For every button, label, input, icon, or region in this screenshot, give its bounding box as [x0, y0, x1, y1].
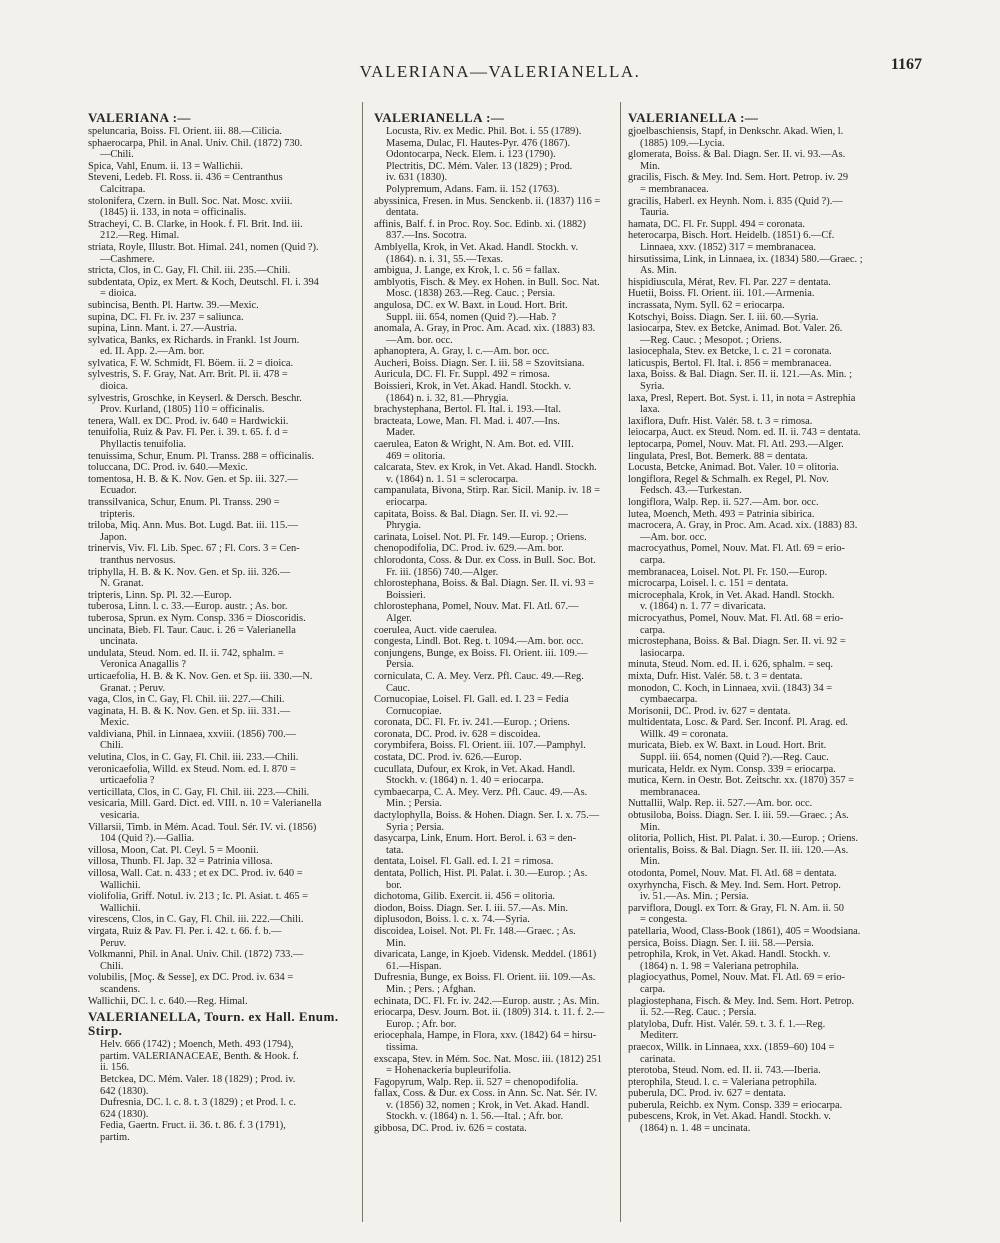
index-entry-line: Mediterr. [640, 1030, 679, 1042]
index-entry-line: dioica. [100, 381, 128, 393]
index-entry-line: v. (1864) n. 1. 77 = divaricata. [640, 601, 766, 613]
index-entry-line: microstephana, Boiss. & Bal. Diagn. Ser. II. vi. 92 = [628, 636, 846, 648]
index-entry-line: = Hohenackeria bupleurifolia. [386, 1065, 512, 1077]
index-entry-line: cucullata, Dufour, ex Krok, in Vet. Akad. Handl. [374, 763, 576, 775]
index-entry-line: bor. [386, 879, 402, 891]
index-entry-line: Linnaea, xxv. (1852) 317 = membranacea. [640, 241, 816, 253]
index-entry-line: tissima. [386, 1041, 419, 1053]
index-entry-line: campanulata, Bivona, Stirp. Rar. Sicil. Manip. iv. 18 = [374, 485, 600, 497]
index-entry-line: leiocarpa, Auct. ex Steud. Nom. ed. II. ii. 743 = dentata. [628, 427, 861, 439]
index-entry-line: mutica, Kern. in Oestr. Bot. Zeitschr. xx. (1870) 357 = [628, 775, 855, 787]
index-entry-line: obtusiloba, Boiss. Diagn. Ser. I. iii. 59.—Graec. ; As. [628, 810, 849, 822]
index-entry-line: otodonta, Pomel, Nouv. Mat. Fl. Atl. 68 = dentata. [628, 868, 837, 879]
index-entry-line: 61.—Hispan. [386, 960, 442, 972]
index-entry-line: Amblyella, Krok, in Vet. Akad. Handl. Stockh. v. [374, 241, 579, 253]
index-entry-line: Boissieri, Krok, in Vet. Akad. Handl. Stockh. v. [374, 381, 572, 393]
index-entry-line: ii. 52.—Reg. Cauc. ; Persia. [640, 1007, 757, 1019]
index-entry-line: Wallichii, DC. l. c. 640.—Reg. Himal. [88, 995, 248, 1007]
index-entry-line: eriocephala, Hampe, in Flora, xxv. (1842) 64 = hirsu- [374, 1030, 597, 1042]
index-entry-line: brachystephana, Bertol. Fl. Ital. i. 193.—Ital. [374, 404, 561, 416]
index-entry-line: Wallichii. [100, 902, 141, 914]
index-entry-line: Min. ; Persia. [386, 798, 442, 810]
index-entry-line: N. Granat. [100, 578, 144, 590]
index-entry-line: platyloba, Dufr. Hist. Valér. 59. t. 3. f. 1.—Reg. [628, 1018, 826, 1030]
index-entry-line: tripteris, Linn. Sp. Pl. 32.—Europ. [88, 589, 232, 601]
index-entry-line: scandens. [100, 983, 141, 995]
index-entry-line: 642 (1830). [100, 1085, 149, 1097]
index-entry-line: chlorostephana, Pomel, Nouv. Mat. Fl. Atl. 67.— [374, 601, 579, 613]
index-entry-line: iv. 51.—As. Min. ; Persia. [640, 891, 749, 903]
index-entry-line: conjungens, Bunge, ex Boiss. Fl. Orient. iii. 109.— [374, 647, 588, 659]
index-entry-line: Plectritis, DC. Mém. Valer. 13 (1829) ; Prod. [386, 160, 573, 172]
index-entry-line: Cornucopiae, Loisel. Fl. Gall. ed. I. 23 = Fedia [374, 694, 569, 706]
index-entry-line: vaga, Clos, in C. Gay, Fl. Chil. iii. 227.—Chili. [88, 694, 285, 706]
index-entry-line: —Cashmere. [100, 253, 155, 265]
index-entry-line: sylvestris, Groschke, in Keyserl. & Dersch. Beschr. [88, 392, 302, 404]
index-entry-line: affinis, Balf. f. in Proc. Roy. Soc. Edinb. xi. (1882) [374, 218, 586, 230]
index-entry-line: dentata, Loisel. Fl. Gall. ed. I. 21 = rimosa. [374, 856, 554, 868]
genus-heading: VALERIANELLA :— [374, 110, 505, 125]
index-entry-line: congesta, Lindl. Bot. Reg. t. 1094.—Am. bor. occ. [374, 636, 584, 648]
index-entry-line: villosa, Wall. Cat. n. 433 ; et ex DC. Prod. iv. 640 = [88, 868, 303, 879]
index-entry-line: As. Min. [640, 265, 677, 277]
index-entry-line: carpa. [640, 624, 666, 636]
index-entry-line: partim. [100, 1131, 130, 1143]
index-entry-line: carpa. [640, 554, 666, 566]
index-entry-line: = congesta. [640, 914, 688, 926]
index-entry-line: Veronica Anagallis ? [100, 659, 186, 671]
index-entry-line: villosa, Moon, Cat. Pl. Ceyl. 5 = Moonii. [88, 844, 259, 856]
index-entry-line: Ecuador. [100, 485, 137, 497]
index-entry-line: angulosa, DC. ex W. Baxt. in Loud. Hort. Brit. [374, 299, 568, 311]
index-entry-line: carpa. [640, 983, 666, 995]
index-entry-line: gracilis, Fisch. & Mey. Ind. Sem. Hort. Petrop. iv. 29 [628, 172, 849, 184]
index-entry-line: striata, Royle, Illustr. Bot. Himal. 241, nomen (Quid ?). [88, 241, 319, 253]
index-entry-line: tuberosa, Sprun. ex Nym. Consp. 336 = Dioscoridis. [88, 612, 306, 624]
index-entry-line: tomentosa, H. B. & K. Nov. Gen. et Sp. iii. 327.— [88, 473, 298, 485]
index-entry-line: Masema, Dulac, Fl. Hautes-Pyr. 476 (1867). [386, 137, 571, 149]
index-entry-line: laxiflora, Dufr. Hist. Valér. 58. t. 3 = rimosa. [628, 415, 813, 427]
index-entry-line: ambigua, J. Lange, ex Krok, l. c. 56 = fallax. [374, 265, 560, 277]
index-entry-line: Villarsii, Timb. in Mém. Acad. Toul. Sér. IV. vi. (1856) [88, 821, 317, 833]
index-entry-line: hamata, DC. Fl. Fr. Suppl. 494 = coronata. [628, 218, 806, 230]
index-entry-line: pterophila, Steud. l. c. = Valeriana petrophila. [628, 1076, 817, 1088]
index-entry-line: divaricata, Lange, in Kjoeb. Vidensk. Meddel. (1861) [374, 949, 597, 961]
index-entry-line: aphanoptera, A. Gray, l. c.—Am. bor. occ. [374, 346, 550, 358]
index-entry-line: Calcitrapa. [100, 183, 146, 195]
index-entry-line: orientalis, Boiss. & Bal. Diagn. Ser. II. iii. 120.—As. [628, 844, 849, 856]
index-entry-line: Mexic. [100, 717, 130, 729]
index-entry-line: Fagopyrum, Walp. Rep. ii. 527 = chenopodifolia. [374, 1076, 579, 1088]
index-entry-line: Suppl. iii. 654, nomen (Quid ?).—Reg. Cauc. [640, 752, 829, 764]
index-entry-line: Volkmanni, Phil. in Anal. Univ. Chil. (1872) 733.— [88, 949, 304, 961]
index-entry-line: Steveni, Ledeb. Fl. Ross. ii. 436 = Centranthus [88, 172, 283, 184]
index-entry-line: Phrygia. [386, 520, 421, 532]
index-entry-line: 624 (1830). [100, 1108, 149, 1120]
index-entry-line: velutina, Clos, in C. Gay, Fl. Chil. iii. 233.—Chili. [88, 752, 299, 764]
index-entry-line: Boissieri. [386, 589, 426, 601]
index-entry-line: Wallichii. [100, 879, 141, 891]
index-entry-line: villosa, Thunb. Fl. Jap. 32 = Patrinia villosa. [88, 856, 273, 868]
index-entry-line: sylvatica, F. W. Schmidt, Fl. Böem. ii. 2 = dioica. [88, 357, 294, 369]
index-entry-line: hispidiuscula, Mérat, Rev. Fl. Par. 227 = dentata. [628, 276, 831, 288]
index-entry-line: cymbaecarpa, C. A. Mey. Verz. Pfl. Cauc. 49.—As. [374, 786, 588, 798]
index-entry-line: longiflora, Walp. Rep. ii. 527.—Am. bor. occ. [628, 497, 819, 508]
index-entry-line: macrocyathus, Pomel, Nouv. Mat. Fl. Atl. 69 = erio- [628, 543, 846, 555]
index-entry-line: Stockh. v. (1864) n. 1. 40 = eriocarpa. [386, 775, 544, 787]
index-entry-line: Fedsch. 43.—Turkestan. [640, 485, 742, 497]
index-entry-line: mixta, Dufr. Hist. Valér. 58. t. 3 = dentata. [628, 670, 803, 682]
index-entry-line: Europ. ; Afr. bor. [386, 1018, 457, 1030]
index-entry-line: virgata, Ruiz & Pav. Fl. Per. i. 42. t. 66. f. b.— [88, 925, 282, 937]
running-title: VALERIANA—VALERIANELLA. [359, 62, 641, 81]
column-divider [362, 102, 363, 1222]
index-entry-line: Willk. 49 = coronata. [640, 728, 729, 740]
index-entry-line: amblyotis, Fisch. & Mey. ex Hohen. in Bull. Soc. Nat. [374, 276, 600, 288]
index-entry-line: lutea, Moench, Meth. 493 = Patrinia sibirica. [628, 508, 815, 520]
index-entry-line: heterocarpa, Bisch. Hort. Heidelb. (1851) 6.—Cf. [628, 230, 835, 242]
index-entry-line: Min. [386, 937, 406, 949]
index-entry-line: sphaerocarpa, Phil. in Anal. Univ. Chil. (1872) 730. [88, 137, 303, 149]
index-entry-line: Chili. [100, 740, 124, 752]
index-entry-line: lasiocarpa, Stev. ex Betcke, Animad. Bot. Valer. 26. [628, 323, 843, 335]
index-entry-line: gracilis, Haberl. ex Heynh. Nom. i. 835 (Quid ?).— [628, 195, 843, 207]
index-entry-line: dentata, Pollich, Hist. Pl. Palat. i. 30.—Europ. ; As. [374, 868, 588, 879]
index-entry-line: (1845) ii. 133, in nota = officinalis. [100, 207, 247, 219]
index-entry-line: —Reg. Cauc. ; Mesopot. ; Oriens. [640, 334, 782, 346]
index-entry-line: puberula, DC. Prod. iv. 627 = dentata. [628, 1088, 786, 1100]
index-entry-line: diodon, Boiss. Diagn. Ser. I. iii. 57.—As. Min. [374, 902, 568, 914]
index-entry-line: tenuissima, Schur, Enum. Pl. Transs. 288 = officinalis. [88, 450, 315, 462]
index-entry-line: incrassata, Nym. Syll. 62 = eriocarpa. [628, 299, 785, 311]
index-entry-line: macrocera, A. Gray, in Proc. Am. Acad. xix. (1883) 83. [628, 520, 858, 532]
index-entry-line: exscapa, Stev. in Mém. Soc. Nat. Mosc. iii. (1812) 251 [374, 1053, 602, 1065]
index-entry-line: violifolia, Griff. Notul. iv. 213 ; Ic. Pl. Asiat. t. 465 = [88, 891, 309, 903]
index-entry-line: Prov. Kurland, (1805) 110 = officinalis. [100, 404, 265, 416]
index-entry-line: Spica, Vahl, Enum. ii. 13 = Wallichii. [88, 160, 243, 172]
index-column-2 [374, 108, 646, 1226]
index-entry-line: Aucheri, Boiss. Diagn. Ser. I. iii. 58 = Szovitsiana. [374, 357, 585, 369]
index-entry-line: Helv. 666 (1742) ; Moench, Meth. 493 (1794), [100, 1039, 294, 1051]
index-entry-line: Fedia, Gaertn. Fruct. ii. 36. t. 86. f. 3 (1791), [100, 1120, 286, 1132]
index-entry-line: tata. [386, 844, 404, 856]
index-entry-line: (1864) n. i. 32, 81.—Phrygia. [386, 392, 509, 404]
index-entry-line: (1864) n. 1. 98 = Valeriana petrophila. [640, 960, 799, 972]
index-entry-line: (1885) 109.—Lycia. [640, 137, 725, 149]
index-entry-line: ed. II. App. 2.—Am. bor. [100, 346, 205, 358]
index-entry-line: veronicaefolia, Willd. ex Steud. Nom. ed. I. 870 = [88, 763, 296, 775]
index-entry-line: verticillata, Clos, in C. Gay, Fl. Chil. iii. 223.—Chili. [88, 786, 310, 798]
index-entry-line: caerulea, Eaton & Wright, N. Am. Bot. ed. VIII. [374, 439, 574, 451]
index-entry-line: laticuspis, Bertol. Fl. Ital. i. 856 = membranacea. [628, 357, 832, 369]
index-entry-line: fallax, Coss. & Dur. ex Coss. in Ann. Sc. Nat. Sér. IV. [374, 1088, 598, 1100]
index-entry-line: Nuttallii, Walp. Rep. ii. 527.—Am. bor. occ. [628, 798, 813, 810]
index-entry-line: Tauria. [640, 207, 669, 219]
index-entry-line: praecox, Willk. in Linnaea, xxx. (1859–60) 104 = [628, 1041, 835, 1053]
index-entry-line: hirsutissima, Link, in Linnaea, ix. (1834) 580.—Graec. ; [628, 253, 863, 265]
index-entry-line: laxa, Presl, Repert. Bot. Syst. i. 11, in nota = Astrephia [628, 392, 856, 404]
index-entry-line: stolonifera, Czern. in Bull. Soc. Nat. Mosc. xviii. [88, 195, 293, 207]
index-entry-line: tuberosa, Linn. l. c. 33.—Europ. austr. ; As. bor. [88, 601, 288, 613]
index-entry-line: iv. 631 (1830). [386, 172, 448, 184]
genus-heading: VALERIANA :— [88, 110, 191, 125]
index-entry-line: partim. VALERIANACEAE, Benth. & Hook. f. [100, 1050, 299, 1062]
index-entry-line: sylvestris, S. F. Gray, Nat. Arr. Brit. Pl. ii. 478 = [88, 369, 288, 381]
index-entry-line: toluccana, DC. Prod. iv. 640.—Mexic. [88, 462, 248, 474]
index-entry-line: monodon, C. Koch, in Linnaea, xvii. (1843) 34 = [628, 682, 833, 694]
genus-heading: VALERIANELLA :— [628, 110, 759, 125]
index-entry-line: valdiviana, Phil. in Linnaea, xxviii. (1856) 700.— [88, 728, 297, 740]
index-entry-line: Chili. [100, 960, 124, 972]
index-entry-line: pterotoba, Steud. Nom. ed. II. ii. 743.—Iberia. [628, 1065, 821, 1077]
index-entry-line: chenopodifolia, DC. Prod. iv. 629.—Am. bor. [374, 543, 564, 555]
index-entry-line: calcarata, Stev. ex Krok, in Vet. Akad. Handl. Stockh. [374, 462, 597, 474]
index-entry-line: muricata, Bieb. ex W. Baxt. in Loud. Hort. Brit. [628, 740, 827, 752]
index-entry-line: laxa, Boiss. & Bal. Diagn. Ser. II. ii. 121.—As. Min. ; [628, 369, 852, 381]
index-entry-line: triloba, Miq. Ann. Mus. Bot. Lugd. Bat. iii. 115.— [88, 520, 299, 532]
index-entry-line: corniculata, C. A. Mey. Verz. Pfl. Cauc. 49.—Reg. [374, 670, 584, 682]
index-entry-line: oxyrhyncha, Fisch. & Mey. Ind. Sem. Hort. Petrop. [628, 879, 841, 891]
index-entry-line: Dufresnia, DC. l. c. 8. t. 3 (1829) ; et Prod. l. c. [100, 1097, 296, 1109]
index-entry-line: petrophila, Krok, in Vet. Akad. Handl. Stockh. v. [628, 949, 831, 961]
index-entry-line: leptocarpa, Pomel, Nouv. Mat. Fl. Atl. 293.—Alger. [628, 439, 844, 451]
index-entry-line: vesicaria, Mill. Gard. Dict. ed. VIII. n. 10 = Valerianella [88, 798, 322, 810]
index-entry-line: subincisa, Benth. Pl. Hartw. 39.—Mexic. [88, 299, 259, 311]
index-entry-line: persica, Boiss. Diagn. Ser. I. iii. 58.—Persia. [628, 937, 814, 949]
index-entry-line: capitata, Boiss. & Bal. Diagn. Ser. II. vi. 92.— [374, 508, 568, 520]
index-entry-line: Min. [640, 821, 660, 833]
index-entry-line: patellaria, Wood, Class-Book (1861), 405 = Woodsiana. [628, 925, 861, 937]
index-entry-line: dichotoma, Gilib. Exercit. ii. 456 = olitoria. [374, 891, 556, 903]
index-entry-line: gibbosa, DC. Prod. iv. 626 = costata. [374, 1123, 527, 1135]
index-entry-line: lasiocarpa. [640, 647, 685, 659]
index-entry-line: tenera, Wall. ex DC. Prod. iv. 640 = Hardwickii. [88, 415, 289, 427]
index-entry-line: anomala, A. Gray, in Proc. Am. Acad. xix. (1883) 83. [374, 323, 596, 335]
index-entry-line: 212.—Reg. Himal. [100, 230, 180, 242]
index-entry-line: Granat. ; Peruv. [100, 682, 166, 694]
index-entry-line: gjoelbaschiensis, Stapf, in Denkschr. Akad. Wien, l. [628, 126, 844, 137]
index-entry-line: coronata, DC. Fl. Fr. iv. 241.—Europ. ; Oriens. [374, 717, 570, 729]
index-entry-line: bracteata, Lowe, Man. Fl. Mad. i. 407.—Ins. [374, 415, 560, 427]
index-entry-line: Locusta, Riv. ex Medic. Phil. Bot. i. 55 (1789). [386, 126, 582, 137]
index-entry-line: diplusodon, Boiss. l. c. x. 74.—Syria. [374, 914, 530, 926]
index-entry-line: Cauc. [386, 682, 410, 694]
index-entry-line: microcarpa, Loisel. l. c. 151 = dentata. [628, 578, 789, 590]
index-entry-line: 104 (Quid ?).—Gallia. [100, 833, 195, 845]
index-entry-line: vaginata, H. B. & K. Nov. Gen. et Sp. iii. 331.— [88, 705, 291, 717]
index-entry-line: Peruv. [100, 937, 127, 949]
index-entry-line: uncinata. [100, 636, 138, 648]
index-entry-line: olitoria, Pollich, Hist. Pl. Palat. i. 30.—Europ. ; Oriens. [628, 833, 859, 845]
index-entry-line: tenuifolia, Ruiz & Pav. Fl. Per. i. 39. t. 65. f. d = [88, 427, 288, 439]
index-entry-line: minuta, Steud. Nom. ed. II. i. 626, sphalm. = seq. [628, 659, 833, 671]
index-entry-line: Cornucopiae. [386, 705, 442, 717]
index-entry-line: v. (1864) n. 1. 51 = sclerocarpa. [386, 473, 519, 485]
index-entry-line: costata, DC. Prod. iv. 626.—Europ. [374, 752, 522, 764]
index-entry-line: Mader. [386, 427, 416, 439]
index-entry-line: undulata, Steud. Nom. ed. II. ii. 742, sphalm. = [88, 647, 284, 659]
index-entry-line: microcephala, Krok, in Vet. Akad. Handl. Stockh. [628, 589, 835, 601]
index-entry-line: uncinata, Bieb. Fl. Taur. Cauc. i. 26 = Valerianella [88, 624, 296, 636]
index-entry-line: transsilvanica, Schur, Enum. Pl. Transs. 290 = [88, 497, 280, 508]
index-entry-line: discoidea, Loisel. Not. Pl. Fr. 148.—Graec. ; As. [374, 925, 576, 937]
index-entry-line: Stracheyi, C. B. Clarke, in Hook. f. Fl. Brit. Ind. iii. [88, 218, 303, 230]
index-entry-line: Stockh. v. (1864) n. 1. 56.—Ital. ; Afr. bor. [386, 1111, 564, 1123]
index-entry-line: dentata. [386, 207, 419, 219]
index-entry-line: longiflora, Regel & Schmalh. ex Regel, Pl. Nov. [628, 473, 829, 485]
index-entry-line: v. (1856) 32, nomen ; Krok, in Vet. Akad. Handl. [386, 1099, 590, 1111]
index-entry-line: supina, DC. Fl. Fr. iv. 237 = saliunca. [88, 311, 244, 323]
index-entry-line: parviflora, Dougl. ex Torr. & Gray, Fl. N. Am. ii. 50 [628, 902, 845, 914]
index-entry-line: Kotschyi, Boiss. Diagn. Ser. I. iii. 60.—Syria. [628, 311, 819, 323]
index-entry-line: trinervis, Viv. Fl. Lib. Spec. 67 ; Fl. Cors. 3 = Cen- [88, 543, 300, 555]
index-entry-line: 837.—Ins. Socotra. [386, 230, 467, 242]
index-entry-line: Polypremum, Adans. Fam. ii. 152 (1763). [386, 183, 560, 195]
index-entry-line: microcyathus, Pomel, Nouv. Mat. Fl. Atl. 68 = erio- [628, 612, 844, 624]
index-entry-line: triphylla, H. B. & K. Nov. Gen. et Sp. iii. 326.— [88, 566, 291, 578]
index-entry-line: pubescens, Krok, in Vet. Akad. Handl. Stockh. v. [628, 1111, 831, 1123]
index-entry-line: chlorostephana, Boiss. & Bal. Diagn. Ser. II. vi. 93 = [374, 578, 594, 590]
index-entry-line: Phyllactis tenuifolia. [100, 439, 186, 451]
page-number: 1167 [890, 56, 922, 73]
index-entry-line: Syria. [640, 381, 665, 393]
index-entry-line: Mosc. (1838) 263.—Reg. Cauc. ; Persia. [386, 288, 556, 300]
index-entry-line: coronata, DC. Prod. iv. 628 = discoidea. [374, 728, 541, 740]
index-entry-line: supina, Linn. Mant. i. 27.—Austria. [88, 323, 237, 335]
index-entry-line: glomerata, Boiss. & Bal. Diagn. Ser. II. vi. 93.—As. [628, 149, 846, 161]
index-entry-line: muricata, Heldr. ex Nym. Consp. 339 = eriocarpa. [628, 763, 836, 775]
index-entry-line: urticaefolia ? [100, 775, 155, 787]
index-entry-line: volubilis, [Moç. & Sesse], ex DC. Prod. iv. 634 = [88, 972, 294, 984]
index-entry-line: sylvatica, Banks, ex Richards. in Frankl. 1st Journ. [88, 334, 300, 346]
index-entry-line: abyssinica, Fresen. in Mus. Senckenb. ii. (1837) 116 = [374, 195, 601, 207]
index-entry-line: dactylophylla, Boiss. & Hohen. Diagn. Ser. I. x. 75.— [374, 810, 600, 822]
index-entry-line: subdentata, Opiz, ex Mert. & Koch, Deutschl. Fl. i. 394 [88, 276, 319, 288]
index-entry-line: echinata, DC. Fl. Fr. iv. 242.—Europ. austr. ; As. Min. [374, 995, 600, 1007]
index-entry-line: Huetii, Boiss. Fl. Orient. iii. 101.—Armenia. [628, 288, 815, 300]
index-entry-line: urticaefolia, H. B. & K. Nov. Gen. et Sp. iii. 330.—N. [88, 670, 313, 682]
index-entry-line: Min. [640, 160, 660, 172]
index-column-1 [88, 108, 360, 1226]
index-entry-line: puberula, Reichb. ex Nym. Consp. 339 = eriocarpa. [628, 1099, 843, 1111]
index-entry-line: Morisonii, DC. Prod. iv. 627 = dentata. [628, 705, 791, 717]
index-entry-line: tranthus nervosus. [100, 554, 176, 566]
index-entry-line: (1864). n. i. 31, 55.—Texas. [386, 253, 504, 265]
index-entry-line: Betckea, DC. Mém. Valer. 18 (1829) ; Prod. iv. [100, 1073, 296, 1085]
index-entry-line: Locusta, Betcke, Animad. Bot. Valer. 10 = olitoria. [628, 462, 839, 474]
index-entry-line: membranacea. [640, 786, 701, 798]
index-entry-line: multidentata, Losc. & Pard. Ser. Inconf. Pl. Arag. ed. [628, 717, 848, 729]
index-entry-line: lasiocephala, Stev. ex Betcke, l. c. 21 = coronata. [628, 346, 832, 358]
index-entry-line: virescens, Clos, in C. Gay, Fl. Chil. iii. 222.—Chili. [88, 914, 304, 926]
index-entry-line: Persia. [386, 659, 414, 671]
index-entry-line: eriocarpa, Desv. Journ. Bot. ii. (1809) 314. t. 11. f. 2.— [374, 1007, 605, 1019]
index-entry-line: 469 = olitoria. [386, 450, 446, 462]
index-entry-line: eriocarpa. [386, 497, 428, 508]
index-entry-line: —Am. bor. occ. [640, 531, 707, 543]
index-column-3 [628, 108, 928, 1226]
page-header [0, 56, 1000, 90]
genus-heading: VALERIANELLA, Tourn. ex Hall. Enum. Stirp. [88, 1009, 339, 1039]
index-entry-line: Alger. [386, 612, 412, 624]
index-entry-line: Odontocarpa, Neck. Elem. i. 123 (1790). [386, 149, 556, 161]
index-entry-line: speluncaria, Boiss. Fl. Orient. iii. 88.—Cilicia. [88, 126, 282, 137]
index-entry-line: corymbifera, Boiss. Fl. Orient. iii. 107.—Pamphyl. [374, 740, 586, 752]
index-entry-line: Dufresnia, Bunge, ex Boiss. Fl. Orient. iii. 109.—As. [374, 972, 596, 984]
index-entry-line: carinata. [640, 1053, 676, 1065]
index-entry-line: Auricula, DC. Fl. Fr. Suppl. 492 = rimosa. [374, 369, 550, 381]
index-entry-line: Japon. [100, 531, 127, 543]
index-entry-line: = membranacea. [640, 183, 709, 195]
index-entry-line: coerulea, Auct. vide caerulea. [374, 624, 497, 636]
index-entry-line: membranacea, Loisel. Not. Pl. Fr. 150.—Europ. [628, 566, 828, 578]
index-entry-line: Min. ; Pers. ; Afghan. [386, 983, 476, 995]
index-entry-line: lingulata, Presl, Bot. Bemerk. 88 = dentata. [628, 450, 808, 462]
index-entry-line: Fr. iii. (1856) 740.—Alger. [386, 566, 499, 578]
index-entry-line: cymbaecarpa. [640, 694, 698, 706]
index-entry-line: Syria ; Persia. [386, 821, 445, 833]
index-entry-line: —Chili. [100, 149, 134, 161]
index-entry-line: dasycarpa, Link, Enum. Hort. Berol. i. 63 = den- [374, 833, 577, 845]
index-entry-line: (1864) n. 1. 48 = uncinata. [640, 1123, 751, 1135]
index-entry-line: Min. [640, 856, 660, 868]
index-entry-line: plagiocyathus, Pomel, Nouv. Mat. Fl. Atl. 69 = erio- [628, 972, 846, 984]
index-entry-line: carinata, Loisel. Not. Pl. Fr. 149.—Europ. ; Oriens. [374, 531, 587, 543]
index-entry-line: stricta, Clos, in C. Gay, Fl. Chil. iii. 235.—Chili. [88, 265, 291, 277]
index-entry-line: ii. 156. [100, 1062, 130, 1074]
index-entry-line: plagiostephana, Fisch. & Mey. Ind. Sem. Hort. Petrop. [628, 995, 855, 1007]
index-entry-line: = dioica. [100, 288, 137, 300]
index-entry-line: vesicaria. [100, 810, 140, 822]
index-entry-line: Suppl. iii. 654, nomen (Quid ?).—Hab. ? [386, 311, 556, 323]
index-entry-line: tripteris. [100, 508, 135, 520]
index-entry-line: —Am. bor. occ. [386, 334, 453, 346]
index-entry-line: chlorodonta, Coss. & Dur. ex Coss. in Bull. Soc. Bot. [374, 554, 596, 566]
index-entry-line: laxa. [640, 404, 660, 416]
